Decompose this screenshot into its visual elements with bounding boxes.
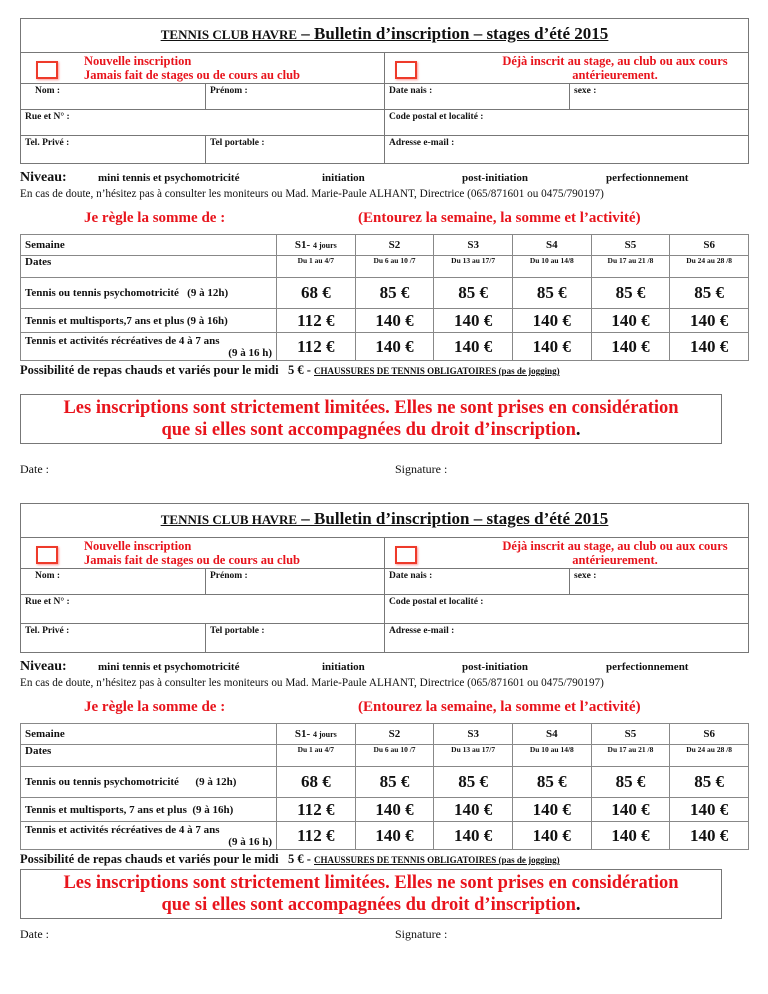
week-s3[interactable]: S3 bbox=[434, 724, 513, 745]
chaussures-text: CHAUSSURES DE TENNIS OBLIGATOIRES (pas de jogging) bbox=[314, 855, 560, 865]
name-row bbox=[21, 569, 748, 595]
registration-type-row bbox=[21, 53, 748, 84]
activity-row bbox=[21, 767, 749, 798]
existing-registration-checkbox[interactable] bbox=[395, 546, 417, 564]
signature-field[interactable]: Signature : bbox=[395, 462, 448, 476]
price-cell[interactable]: 85 € bbox=[670, 767, 749, 798]
week-s2[interactable]: S2 bbox=[355, 235, 434, 256]
week-s4[interactable]: S4 bbox=[512, 235, 591, 256]
limit-line2: que si elles sont accompagnées du droit d’inscription bbox=[161, 895, 576, 915]
activity-row bbox=[21, 798, 749, 822]
title-text: – Bulletin d’inscription – stages d’été 2015 bbox=[297, 24, 609, 43]
repas-text: Possibilité de repas chauds et variés pour le midi 5 € - bbox=[20, 363, 314, 377]
price-cell[interactable]: 85 € bbox=[434, 278, 513, 309]
price-table bbox=[20, 234, 749, 361]
week-s3[interactable]: S3 bbox=[434, 235, 513, 256]
existing-registration-checkbox[interactable] bbox=[395, 61, 417, 79]
niveau-row bbox=[20, 172, 749, 188]
contact-row bbox=[21, 624, 748, 652]
limit-line2: que si elles sont accompagnées du droit d’inscription bbox=[161, 420, 576, 440]
niveau-row bbox=[20, 661, 749, 677]
existing-registration-option[interactable] bbox=[385, 53, 749, 83]
new-registration-label bbox=[84, 54, 300, 82]
form-title bbox=[21, 504, 748, 538]
date-cell: Du 24 au 28 /8 bbox=[670, 745, 749, 767]
dates-label: Dates bbox=[21, 745, 277, 767]
price-cell[interactable]: 140 € bbox=[670, 822, 749, 850]
date-cell: Du 1 au 4/7 bbox=[277, 745, 356, 767]
sexe-field[interactable]: sexe : bbox=[574, 86, 597, 96]
price-cell[interactable]: 140 € bbox=[434, 798, 513, 822]
new-registration-checkbox[interactable] bbox=[36, 546, 58, 564]
activity-row bbox=[21, 309, 749, 333]
semaine-label: Semaine bbox=[21, 724, 277, 745]
niveau-perfectionnement[interactable]: perfectionnement bbox=[606, 661, 689, 673]
price-cell[interactable]: 112 € bbox=[277, 798, 356, 822]
code-postal-field[interactable]: Code postal et localité : bbox=[389, 597, 484, 607]
activity-label[interactable]: Tennis ou tennis psychomotricité (9 à 12h) bbox=[21, 278, 277, 309]
price-cell[interactable]: 140 € bbox=[591, 333, 670, 361]
date-field[interactable]: Date : bbox=[20, 462, 49, 476]
date-cell: Du 13 au 17/7 bbox=[434, 745, 513, 767]
dates-row bbox=[21, 256, 749, 278]
activity-label[interactable]: Tennis ou tennis psychomotricité (9 à 12h) bbox=[21, 767, 277, 798]
activity-label-line1: Tennis et activités récréatives de 4 à 7 ans bbox=[25, 823, 220, 836]
meal-note bbox=[20, 852, 749, 867]
old-line2: antérieurement. bbox=[572, 68, 658, 82]
tel-portable-field[interactable]: Tel portable : bbox=[206, 624, 385, 652]
date-nais-field[interactable]: Date nais : bbox=[385, 84, 570, 109]
price-cell[interactable]: 85 € bbox=[355, 278, 434, 309]
activity-label-line1: Tennis et activités récréatives de 4 à 7 ans bbox=[25, 334, 220, 347]
week-s4[interactable]: S4 bbox=[512, 724, 591, 745]
price-cell[interactable]: 85 € bbox=[434, 767, 513, 798]
week-row bbox=[21, 235, 749, 256]
regle-label: Je règle la somme de : bbox=[84, 699, 226, 715]
activity-row bbox=[21, 333, 749, 361]
week-s5[interactable]: S5 bbox=[591, 724, 670, 745]
price-cell[interactable]: 85 € bbox=[591, 278, 670, 309]
entourez-label: (Entourez la semaine, la somme et l’activité) bbox=[358, 210, 641, 226]
email-field[interactable]: Adresse e-mail : bbox=[389, 626, 455, 636]
payment-heading bbox=[20, 200, 749, 234]
price-cell[interactable]: 140 € bbox=[512, 822, 591, 850]
activity-row bbox=[21, 822, 749, 850]
registration-type-row bbox=[21, 538, 748, 569]
rue-field[interactable]: Rue et N° : bbox=[21, 595, 385, 623]
price-cell[interactable]: 140 € bbox=[434, 333, 513, 361]
price-cell[interactable]: 140 € bbox=[591, 822, 670, 850]
price-cell[interactable]: 140 € bbox=[355, 309, 434, 333]
niveau-initiation[interactable]: initiation bbox=[322, 172, 365, 184]
activity-row bbox=[21, 278, 749, 309]
code-postal-field[interactable]: Code postal et localité : bbox=[389, 112, 484, 122]
price-cell[interactable]: 140 € bbox=[512, 333, 591, 361]
price-cell[interactable]: 140 € bbox=[591, 798, 670, 822]
club-name: TENNIS CLUB HAVRE bbox=[160, 512, 298, 527]
niveau-mini-tennis[interactable]: mini tennis et psychomotricité bbox=[98, 661, 240, 673]
price-cell[interactable]: 140 € bbox=[670, 798, 749, 822]
limit-dot: . bbox=[575, 895, 581, 915]
niveau-perfectionnement[interactable]: perfectionnement bbox=[606, 172, 689, 184]
new-registration-checkbox[interactable] bbox=[36, 61, 58, 79]
chaussures-text: CHAUSSURES DE TENNIS OBLIGATOIRES (pas de jogging) bbox=[314, 366, 560, 376]
date-cell: Du 13 au 17/7 bbox=[434, 256, 513, 278]
week-s1[interactable] bbox=[277, 724, 356, 745]
price-cell[interactable]: 112 € bbox=[277, 333, 356, 361]
rue-field[interactable]: Rue et N° : bbox=[21, 110, 385, 135]
address-row bbox=[21, 110, 748, 136]
price-cell[interactable]: 140 € bbox=[355, 333, 434, 361]
doute-note: En cas de doute, n’hésitez pas à consulter les moniteurs ou Mad. Marie-Paule ALHANT, Directrice (065/871601 ou 0475/790197) bbox=[20, 188, 604, 200]
existing-registration-label bbox=[485, 54, 745, 82]
date-cell: Du 10 au 14/8 bbox=[512, 745, 591, 767]
sexe-field[interactable]: sexe : bbox=[574, 571, 597, 581]
registration-form-1 bbox=[20, 18, 749, 476]
old-line2: antérieurement. bbox=[572, 553, 658, 567]
old-line1: Déjà inscrit au stage, au club ou aux cours bbox=[502, 539, 728, 553]
limit-line1: Les inscriptions sont strictement limitées. Elles ne sont prises en considération bbox=[63, 873, 679, 893]
title-text: – Bulletin d’inscription – stages d’été 2015 bbox=[297, 509, 609, 528]
week-s6[interactable]: S6 bbox=[670, 235, 749, 256]
nom-field[interactable]: Nom : bbox=[21, 569, 206, 594]
price-cell[interactable]: 68 € bbox=[277, 278, 356, 309]
price-cell[interactable]: 85 € bbox=[355, 767, 434, 798]
tel-prive-field[interactable]: Tel. Privé : bbox=[21, 136, 206, 163]
date-cell: Du 10 au 14/8 bbox=[512, 256, 591, 278]
price-cell[interactable]: 112 € bbox=[277, 822, 356, 850]
s1-suffix: 4 jours bbox=[312, 241, 337, 250]
regle-label: Je règle la somme de : bbox=[84, 210, 226, 226]
s1-suffix: 4 jours bbox=[312, 730, 337, 739]
new-line2: Jamais fait de stages ou de cours au club bbox=[84, 68, 300, 82]
activity-label[interactable] bbox=[21, 333, 277, 361]
price-cell[interactable]: 140 € bbox=[355, 798, 434, 822]
price-cell[interactable]: 85 € bbox=[591, 767, 670, 798]
new-registration-label bbox=[84, 539, 300, 567]
dates-label: Dates bbox=[21, 256, 277, 278]
week-row bbox=[21, 724, 749, 745]
price-cell[interactable]: 140 € bbox=[512, 798, 591, 822]
existing-registration-label bbox=[485, 539, 745, 567]
niveau-post-initiation[interactable]: post-initiation bbox=[462, 172, 529, 184]
niveau-post-initiation[interactable]: post-initiation bbox=[462, 661, 529, 673]
niveau-mini-tennis[interactable]: mini tennis et psychomotricité bbox=[98, 172, 240, 184]
old-line1: Déjà inscrit au stage, au club ou aux cours bbox=[502, 54, 728, 68]
signature-field[interactable]: Signature : bbox=[395, 927, 448, 941]
activity-label[interactable]: Tennis et multisports, 7 ans et plus (9 à 16h) bbox=[21, 798, 277, 822]
date-cell: Du 1 au 4/7 bbox=[277, 256, 356, 278]
limit-dot: . bbox=[575, 420, 581, 440]
form-title bbox=[21, 19, 748, 53]
price-cell[interactable]: 140 € bbox=[355, 822, 434, 850]
date-cell: Du 17 au 21 /8 bbox=[591, 256, 670, 278]
price-cell[interactable]: 140 € bbox=[512, 309, 591, 333]
prenom-field[interactable]: Prénom : bbox=[206, 84, 385, 109]
entourez-label: (Entourez la semaine, la somme et l’activité) bbox=[358, 699, 641, 715]
payment-heading bbox=[20, 689, 749, 723]
date-cell: Du 17 au 21 /8 bbox=[591, 745, 670, 767]
prenom-field[interactable]: Prénom : bbox=[206, 569, 385, 594]
price-cell[interactable]: 112 € bbox=[277, 309, 356, 333]
new-line2: Jamais fait de stages ou de cours au club bbox=[84, 553, 300, 567]
price-cell[interactable]: 140 € bbox=[670, 309, 749, 333]
week-s6[interactable]: S6 bbox=[670, 724, 749, 745]
price-cell[interactable]: 140 € bbox=[434, 309, 513, 333]
address-row bbox=[21, 595, 748, 624]
activity-label[interactable]: Tennis et multisports,7 ans et plus (9 à 16h) bbox=[21, 309, 277, 333]
dates-row bbox=[21, 745, 749, 767]
club-name: TENNIS CLUB HAVRE bbox=[160, 27, 298, 42]
meal-note bbox=[20, 363, 749, 378]
week-label: S1- bbox=[294, 239, 311, 251]
doute-note: En cas de doute, n’hésitez pas à consulter les moniteurs ou Mad. Marie-Paule ALHANT, Directrice (065/871601 ou 0475/790197) bbox=[20, 677, 604, 689]
new-registration-option[interactable] bbox=[21, 538, 385, 568]
limit-notice bbox=[20, 869, 722, 919]
contact-row bbox=[21, 136, 748, 163]
week-s1[interactable] bbox=[277, 235, 356, 256]
price-cell[interactable]: 68 € bbox=[277, 767, 356, 798]
week-s5[interactable]: S5 bbox=[591, 235, 670, 256]
email-field[interactable]: Adresse e-mail : bbox=[389, 138, 455, 148]
niveau-label: Niveau: bbox=[20, 170, 67, 185]
price-cell[interactable]: 85 € bbox=[670, 278, 749, 309]
activity-label-line2: (9 à 16 h) bbox=[228, 346, 272, 359]
tel-prive-field[interactable]: Tel. Privé : bbox=[21, 624, 206, 652]
week-s2[interactable]: S2 bbox=[355, 724, 434, 745]
repas-text: Possibilité de repas chauds et variés pour le midi 5 € - bbox=[20, 852, 314, 866]
activity-label[interactable] bbox=[21, 822, 277, 850]
niveau-initiation[interactable]: initiation bbox=[322, 661, 365, 673]
price-cell[interactable]: 85 € bbox=[512, 767, 591, 798]
date-field[interactable]: Date : bbox=[20, 927, 49, 941]
price-table bbox=[20, 723, 749, 850]
price-cell[interactable]: 140 € bbox=[434, 822, 513, 850]
form-header-box bbox=[20, 503, 749, 653]
date-nais-field[interactable]: Date nais : bbox=[385, 569, 570, 594]
form-header-box bbox=[20, 18, 749, 164]
price-cell[interactable]: 140 € bbox=[670, 333, 749, 361]
new-line1: Nouvelle inscription bbox=[84, 539, 192, 553]
nom-field[interactable]: Nom : bbox=[21, 84, 206, 109]
date-cell: Du 6 au 10 /7 bbox=[355, 256, 434, 278]
week-label: S1- bbox=[294, 728, 311, 740]
registration-form-2 bbox=[20, 503, 749, 941]
date-cell: Du 24 au 28 /8 bbox=[670, 256, 749, 278]
date-cell: Du 6 au 10 /7 bbox=[355, 745, 434, 767]
price-cell[interactable]: 140 € bbox=[591, 309, 670, 333]
new-registration-option[interactable] bbox=[21, 53, 385, 83]
new-line1: Nouvelle inscription bbox=[84, 54, 192, 68]
price-cell[interactable]: 85 € bbox=[512, 278, 591, 309]
tel-portable-field[interactable]: Tel portable : bbox=[206, 136, 385, 163]
semaine-label: Semaine bbox=[21, 235, 277, 256]
existing-registration-option[interactable] bbox=[385, 538, 749, 568]
activity-label-line2: (9 à 16 h) bbox=[228, 835, 272, 848]
niveau-label: Niveau: bbox=[20, 659, 67, 674]
limit-notice bbox=[20, 394, 722, 444]
limit-line1: Les inscriptions sont strictement limitées. Elles ne sont prises en considération bbox=[63, 398, 679, 418]
name-row bbox=[21, 84, 748, 110]
